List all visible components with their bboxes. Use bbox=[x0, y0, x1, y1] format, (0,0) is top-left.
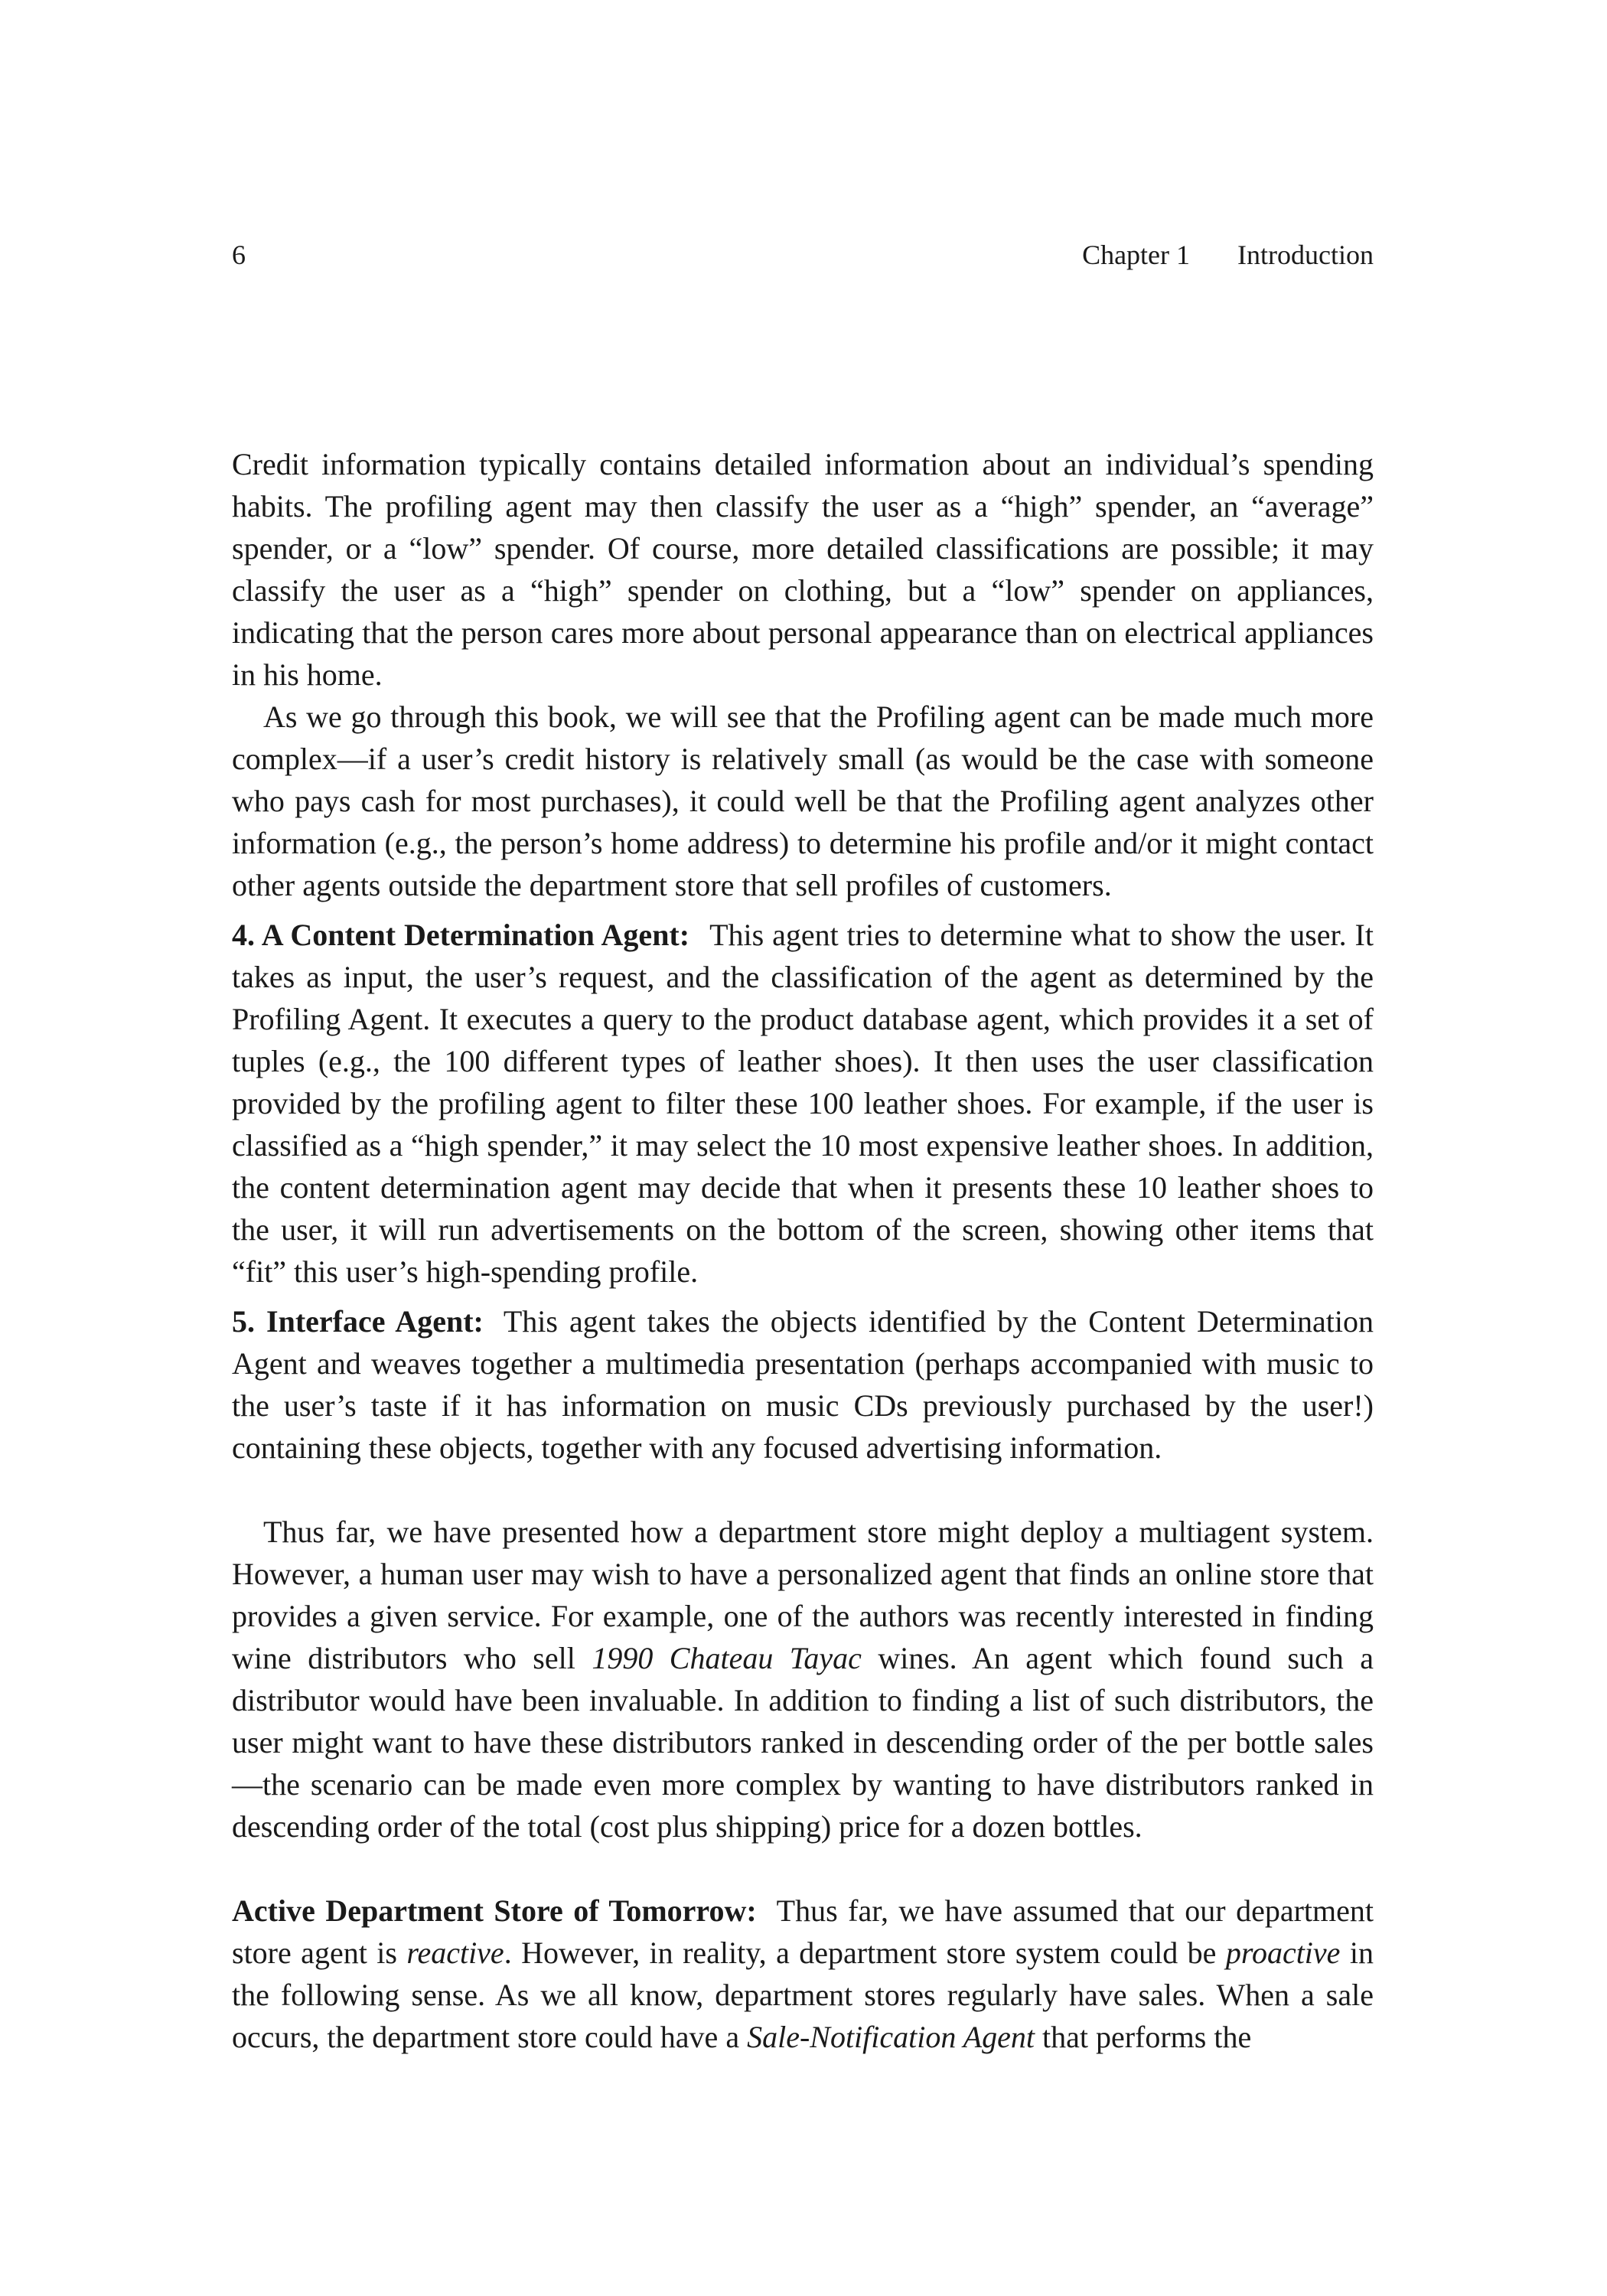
text-run: Thus far, we have presented how a department store might deploy a multiagent system. However, a human user may wish to have a personalized agent that finds an online store that provides a given service. For example, one of the authors was recently interested in finding wine distributors who sell bbox=[232, 1515, 1374, 1675]
page-number: 6 bbox=[232, 240, 246, 270]
list-item-text: This agent tries to determine what to show the user. It takes as input, the user’s request, and the classification of the agent as determined by the Profiling Agent. It executes a query to the product database agent, which provides it a set of tuples (e.g., the 100 different types of leather shoes). It then uses the user classification provided by the profiling agent to filter these 100 leather shoes. For example, if the user is classified as a “high spender,” it may select the 10 most expensive leather shoes. In addition, the content determination agent may decide that when it presents these 10 leather shoes to the user, it will run advertisements on the bottom of the screen, showing other items that “fit” this user’s high-spending profile. bbox=[232, 918, 1374, 1289]
text-run: wines. An agent which found such a distributor would have been invaluable. In addition to finding a list of such distributors, the user might want to have these distributors ranked in descending order of the per bottle sales—the scenario can be made even more complex by wanting to have distributors ranked in descending order of the total (cost plus shipping) price for a dozen bottles. bbox=[232, 1641, 1374, 1844]
list-item-interface-agent bbox=[232, 1300, 1374, 1469]
running-head bbox=[232, 236, 1374, 274]
text-run: Thus far, we have assumed that our department store agent is bbox=[232, 1893, 1374, 1970]
emphasis-proactive: proactive bbox=[1225, 1936, 1341, 1970]
list-item-heading: 5. Interface Agent: bbox=[232, 1304, 484, 1339]
paragraph-personalized-agent bbox=[232, 1511, 1374, 1848]
text-run: . However, in reality, a department store system could be bbox=[504, 1936, 1226, 1970]
section-label: Introduction bbox=[1237, 240, 1374, 270]
list-item-heading: 4. A Content Determination Agent: bbox=[232, 918, 690, 952]
emphasis-sale-notification-agent: Sale-Notification Agent bbox=[747, 2020, 1035, 2054]
text-run: that performs the bbox=[1034, 2020, 1252, 2054]
emphasis-reactive: reactive bbox=[406, 1936, 504, 1970]
paragraph-active-department-store bbox=[232, 1890, 1374, 2058]
paragraph-heading: Active Department Store of Tomorrow: bbox=[232, 1893, 757, 1928]
paragraph-credit-information: Credit information typically contains detailed information about an individual’s spending habits. The profiling agent may then classify the user as a “high” spender, an “average” spender, or a “low” spender. Of course, more detailed classifications are possible; it may classify the user as a “high” spender on clothing, but a “low” spender on appliances, indicating that the person cares more about personal appearance than on electrical appliances in his home. bbox=[232, 447, 1374, 692]
text-run: in the following sense. As we all know, department stores regularly have sales. When a sale occurs, the department store could have a bbox=[232, 1936, 1374, 2054]
body-text bbox=[232, 443, 1374, 2058]
paragraph-profiling-complexity: As we go through this book, we will see that the Profiling agent can be made much more complex—if a user’s credit history is relatively small (as would be the case with someone who pays cash for most purchases), it could well be that the Profiling agent analyzes other information (e.g., the person’s home address) to determine his profile and/or it might contact other agents outside the department store that sell profiles of customers. bbox=[232, 700, 1374, 902]
emphasis-wine-name: 1990 Chateau Tayac bbox=[592, 1641, 862, 1675]
list-item-text: This agent takes the objects identified by the Content Determination Agent and weaves together a multimedia presentation (perhaps accompanied with music to the user’s taste if it has information on music CDs previously purchased by the user!) containing these objects, together with any focused advertising information. bbox=[232, 1304, 1374, 1465]
running-head-right bbox=[1082, 236, 1374, 274]
list-item-content-determination-agent bbox=[232, 914, 1374, 1293]
chapter-label: Chapter 1 bbox=[1082, 240, 1191, 270]
